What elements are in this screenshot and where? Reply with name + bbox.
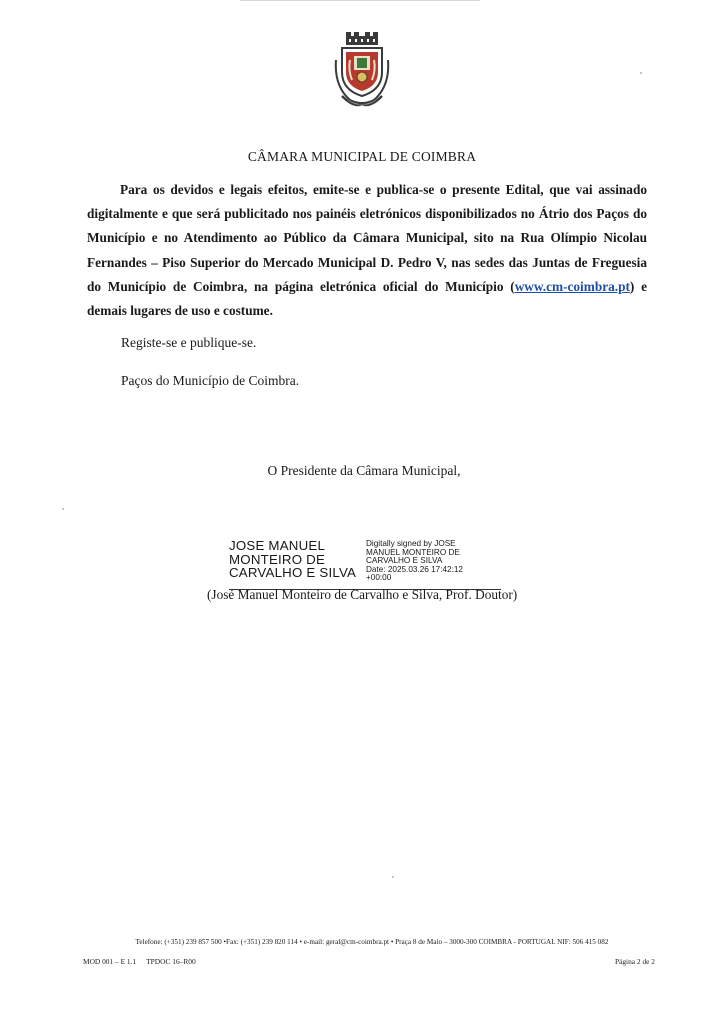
scan-speck — [62, 508, 64, 510]
signed-by-line: Digitally signed by JOSE — [366, 539, 456, 548]
signature-name — [229, 539, 364, 580]
signature-name-line: MONTEIRO DE — [229, 551, 326, 567]
scan-speck — [640, 72, 642, 74]
signed-by-line: MANUEL MONTEIRO DE — [366, 547, 460, 557]
signatory-caption: (José Manuel Monteiro de Carvalho e Silva, Prof. Doutor) — [207, 587, 518, 602]
signature-metadata — [366, 540, 501, 583]
page-number: Página 2 de 2 — [614, 957, 655, 966]
digital-signature-block[interactable] — [229, 539, 501, 590]
signature-name-line: CARVALHO E SILVA — [229, 565, 357, 580]
footer-contact: Telefone: (+351) 239 857 500 •Fax: (+351) 239 820 114 • e-mail: geral@cm-coimbra.pt • Praça 8 de Maio – 3000-300 COIMBRA - PORTUGAL NIF: 506 415 082 — [135, 938, 609, 946]
municipality-website-link[interactable]: www.cm-coimbra.pt — [514, 278, 630, 294]
register-line: Registe-se e publique-se. — [121, 335, 257, 350]
place-line: Paços do Município de Coimbra. — [121, 373, 300, 388]
footer-codes — [83, 957, 206, 966]
signature-date-line: Date: 2025.03.26 17:42:12 — [366, 564, 463, 574]
paragraph-text-before-link: Para os devidos e legais efeitos, emite-se e publica-se o presente Edital, que vai assinado digitalmente e que será publicitado nos painéis eletrónicos disponibilizados no Átrio dos Paços do Município e no Atendimento ao Público da Câmara Municipal, sito na Rua Olímpio Nicolau Fernandes – Piso Superior do Mercado Municipal D. Pedro V, nas sedes das Juntas de Freguesia do Município de Coimbra, na página eletrónica oficial do Município ( — [87, 182, 647, 294]
edital-paragraph — [87, 178, 647, 323]
signature-date-line: +00:00 — [366, 573, 392, 583]
scan-speck — [392, 876, 394, 878]
document-title: CÂMARA MUNICIPAL DE COIMBRA — [247, 149, 477, 164]
paragraph-text-after-link: ) e demais lugares de uso e costume. — [87, 278, 647, 319]
president-line: O Presidente da Câmara Municipal, — [267, 463, 461, 478]
signed-by-line: CARVALHO E SILVA — [366, 556, 443, 566]
coimbra-coat-of-arms-icon — [328, 30, 396, 110]
form-code: MOD 001 – E 1.1 — [83, 957, 137, 966]
top-edge-rule — [240, 0, 480, 1]
doc-code: TPDOC 16–R00 — [146, 957, 196, 966]
signature-name-line: JOSE MANUEL — [229, 538, 326, 553]
